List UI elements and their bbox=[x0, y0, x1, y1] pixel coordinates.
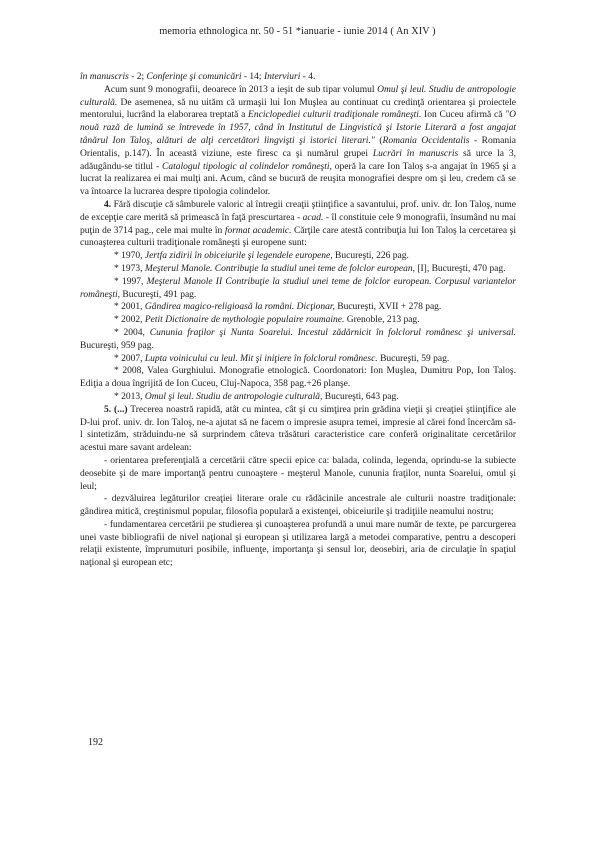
book-list-item bbox=[80, 327, 516, 353]
text-run: ( bbox=[374, 135, 383, 146]
italic-term: acad. bbox=[302, 212, 324, 223]
text-run: - 2; bbox=[128, 72, 147, 82]
book-year: * 2007, bbox=[114, 353, 145, 364]
book-title: Omul şi leul. Studiu de antropologie culturală. bbox=[80, 84, 516, 108]
book-title: Petit Dictionaire de mythologie populaire roumaine. bbox=[144, 315, 345, 326]
book-year: * 1997, bbox=[114, 276, 147, 287]
text-run: să urce la 3, adăugându-se titlul - bbox=[80, 148, 516, 172]
book-details: Bucureşti, 643 pag. bbox=[322, 391, 399, 402]
book-title: Meşterul Manole. Contribuţie la studiul unei teme de folclor european, bbox=[144, 263, 415, 274]
running-head: memoria ethnologica nr. 50 - 51 *ianuarie - iunie 2014 ( An XIV ) bbox=[159, 26, 436, 37]
book-title: Enciclopediei culturii tradiţionale româneşti. bbox=[248, 110, 422, 121]
book-title: Omul şi leul. Studiu de antropologie culturală, bbox=[144, 391, 323, 402]
characteristic-item: - fundamentarea cercetării pe studierea şi cunoaşterea profundă a unui mare număr de texte, pe parcurgerea unei vaste bibliografii de nivel naţional şi european şi utilizarea largă a metodei comparative, pentru a descoperi relaţii existente, împrumuturi posibile, influenţe, importanţa şi sensul lor, deosebiri, aria de circulaţie în spaţiul naţional şi european etc; bbox=[80, 519, 516, 569]
text-run: - 14; bbox=[241, 72, 264, 82]
text-run: Ion Cuceu afirmă că bbox=[421, 110, 506, 121]
book-list-item bbox=[80, 276, 516, 302]
italic-term: format academic. bbox=[224, 225, 292, 236]
book-details: Bucureşti, XVII + 278 pag. bbox=[334, 302, 442, 313]
text-run: De asemenea, să nu uităm că urmaşii lui Ion Muşlea au continuat cu credinţă orientarea şi proiectele mentorului, lucrând la elaborarea treptată a bbox=[80, 97, 516, 121]
book-title: Lupta voinicului cu leul. Mit şi iniţiere în folclorul românesc. bbox=[144, 353, 378, 364]
paragraph-section-5 bbox=[80, 404, 516, 455]
quotation: "O nouă rază de lumină se întrevede în 1957, când în Institutul de Lingvistică şi Istorie Literară a fost angajat tânărul Ion Taloş, alături de alţi cercetători lingvişti şi istorici literari." bbox=[80, 110, 516, 146]
book-list-item bbox=[80, 263, 516, 276]
book-year: * 2004, bbox=[114, 327, 150, 338]
book-details: Grenoble, 213 pag. bbox=[344, 315, 420, 326]
text-run: - Romania Orientalis, p.147). În această viziune, este firesc ca şi numărul grupei bbox=[80, 135, 516, 159]
book-year: * 2013, bbox=[114, 391, 145, 402]
characteristic-item: - orientarea preferenţială a cercetării către specii epice ca: balada, colinda, legenda, oprindu-se la subiecte deosebite şi de mare importanţă pentru cunoaştere - meşterul Manole, cununia fraţilor, nunta Soarelui, omul şi leul; bbox=[80, 455, 516, 492]
italic-term: în manuscris bbox=[80, 72, 129, 82]
book-list-item bbox=[80, 301, 516, 314]
text-run: Cărţile care atestă contribuţia lui Ion Taloş la cercetarea şi cunoaşterea culturii tradiţionale româneşti şi europene sunt: bbox=[80, 225, 516, 249]
book-year: * 2002, bbox=[114, 315, 145, 326]
book-details: Bucureşti, 226 pag. bbox=[332, 251, 409, 262]
book-title: Meşterul Manole II Contribuţie la studiul unei teme de folclor european. Corpusul variantelor româneşti, bbox=[80, 276, 517, 300]
book-title: Catalogul tipologic al colindelor româneşti, bbox=[162, 161, 332, 172]
text-run: - îl constituie cele 9 monografii, însumând nu mai puţin de 3714 pag., cele mai multe în bbox=[80, 212, 516, 236]
text-run: - 4. bbox=[300, 72, 316, 82]
paragraph-manuscripts-summary bbox=[80, 71, 516, 84]
book-list-item bbox=[80, 314, 516, 327]
book-year: * 1970, bbox=[114, 251, 145, 262]
section-number: 4. bbox=[104, 199, 112, 210]
book-details: Bucureşti, 59 pag. bbox=[377, 353, 450, 364]
paragraph-section-4 bbox=[80, 199, 516, 250]
text-run: Acum sunt 9 monografii, deoarece în 2013 a ieşit de sub tipar volumul bbox=[104, 84, 378, 95]
book-details: Bucureşti, 491 pag. bbox=[120, 289, 197, 300]
text-run: Fără discuţie că sâmburele valoric al întregii creaţii ştiinţifice a savantului, prof. univ. dr. Ion Taloş, nume de excepţie care merită să primească în faţă prescurtarea - bbox=[80, 199, 516, 223]
characteristic-item: - dezvăluirea legăturilor creaţiei literare orale cu rădăcinile ancestrale ale culturii noastre tradiţionale: gândirea mitică, creştinismul popular, filosofia populară a existenţei, obiceiurile şi tradiţiile neamului nostru; bbox=[80, 494, 516, 518]
book-list-item bbox=[80, 391, 516, 404]
book-year: * 1973, bbox=[114, 263, 145, 274]
book-details: Bucureşti, 959 pag. bbox=[80, 340, 154, 351]
paragraph-monographs-now bbox=[80, 84, 516, 199]
book-year: * 2008, bbox=[114, 366, 148, 377]
text-run: operă la care Ion Taloş s-a angajat în 1965 şi a lucrat la realizarea ei mai mulţi ani. Acum, când se bucură de reuşita monografiei despre om şi leu, credem că se va întoarce la lucrarea despre tipologia colindelor. bbox=[80, 161, 516, 198]
book-title: Romania Occidentalis bbox=[382, 135, 470, 146]
article-body bbox=[80, 71, 516, 570]
book-details: [I], Bucureşti, 470 pag. bbox=[414, 263, 506, 274]
italic-term: Interviuri bbox=[263, 72, 301, 82]
book-title: Cununia fraţilor şi Nunta Soarelui. Incestul zădărnicit în folclorul românesc şi universal. bbox=[149, 327, 516, 338]
book-title: Jertfa zidirii în obiceiurile şi legendele europene, bbox=[144, 251, 333, 262]
book-list-item bbox=[80, 365, 516, 391]
italic-term: Lucrări în manuscris bbox=[372, 148, 459, 159]
page-number: 192 bbox=[88, 737, 103, 748]
book-title: Gândirea magico-religioasă la români. Dicţionar, bbox=[144, 302, 335, 313]
book-year: * 2001, bbox=[114, 302, 145, 313]
book-list-item bbox=[80, 250, 516, 263]
book-details: Valea Gurghiului. Monografie etnologică. Coordonatori: Ion Muşlea, Dumitru Pop, Ion Taloş. Ediţia a doua îngrijită de Ion Cuceu, Cluj-Napoca, 358 pag.+26 planşe. bbox=[80, 366, 516, 390]
italic-term: Conferinţe şi comunicări bbox=[146, 72, 242, 82]
book-list-item bbox=[80, 353, 516, 366]
section-number: 5. (...) bbox=[104, 404, 128, 415]
text-run: Trecerea noastră rapidă, atât cu mintea, cât şi cu simţirea prin grădina vieţii şi creaţiei ştiinţifice ale D-lui prof. univ. dr. Ion Taloş, ne-a ajutat să ne facem o impresie asupra temei, impresie al cărei fond încercăm să-l sintetizăm, străduindu-ne să surprindem câteva trăsături caracteristice care conferă originalitate cercetărilor acestui mare savant ardelean: bbox=[80, 404, 517, 454]
